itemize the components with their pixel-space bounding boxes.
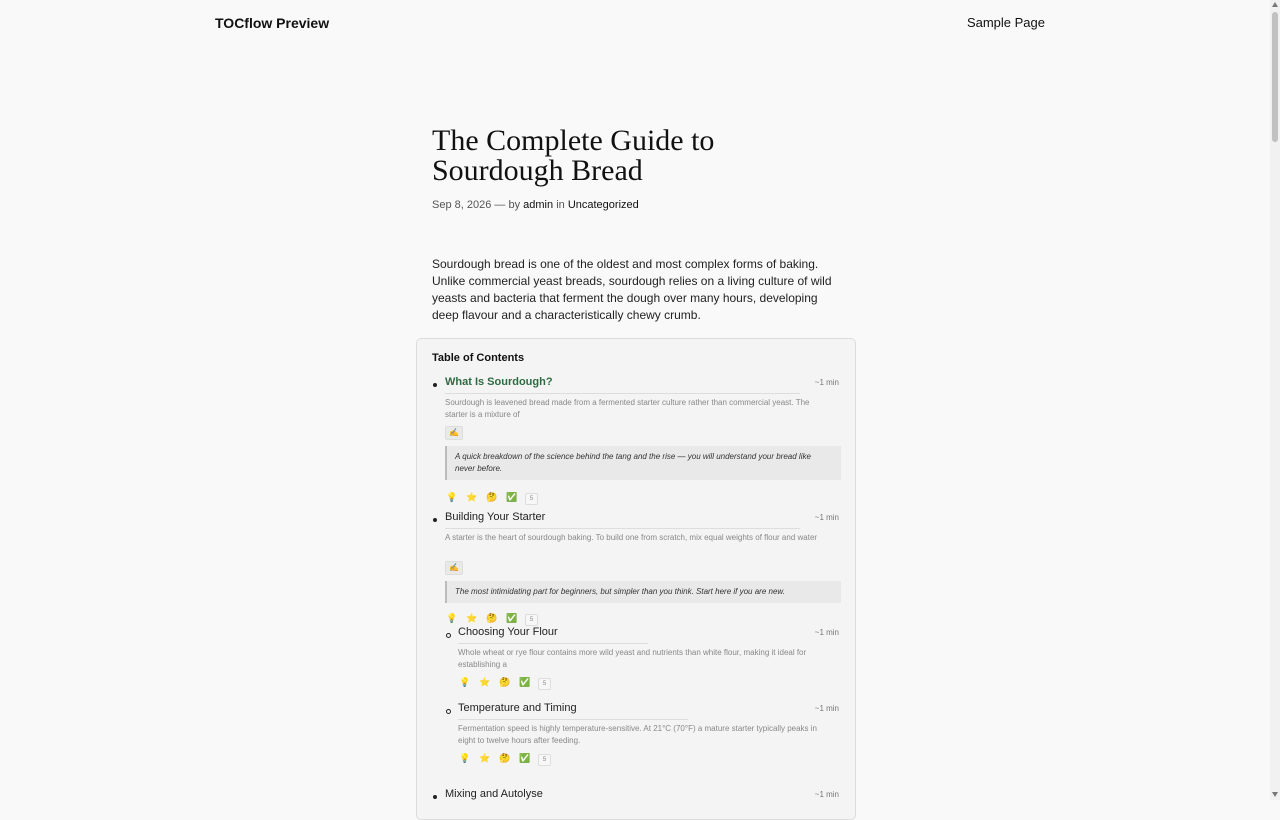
- post-date: Sep 8, 2026: [432, 199, 492, 211]
- meta-by: by: [508, 199, 521, 211]
- reading-progress-line: [445, 528, 800, 529]
- check-icon[interactable]: ✅: [506, 492, 518, 502]
- reading-progress-line: [445, 393, 800, 394]
- category-link[interactable]: Uncategorized: [567, 199, 639, 211]
- scroll-down-arrow-icon[interactable]: [1272, 792, 1278, 797]
- toc-link-mixing-and-autolyse[interactable]: Mixing and Autolyse: [445, 788, 543, 800]
- reaction-count: 5: [538, 754, 551, 766]
- section-excerpt: Fermentation speed is highly temperature-sensitive. At 21°C (70°F) a mature starter typically peaks in eight to twelve hours after feeding.: [458, 724, 817, 745]
- thinking-face-icon[interactable]: 🤔: [486, 492, 498, 502]
- toc-link-temperature-and-timing[interactable]: Temperature and Timing: [458, 702, 577, 714]
- reading-progress-line: [458, 643, 648, 644]
- star-icon[interactable]: ⭐: [466, 613, 478, 623]
- bullet: [433, 383, 437, 387]
- read-time: ~1 min: [814, 378, 839, 387]
- reaction-count: 5: [525, 614, 538, 626]
- reaction-count: 5: [525, 493, 538, 505]
- post-meta: [432, 199, 639, 211]
- bullet: [446, 709, 451, 714]
- toc-link-building-your-starter[interactable]: Building Your Starter: [445, 511, 546, 523]
- lightbulb-icon[interactable]: 💡: [459, 753, 471, 763]
- check-icon[interactable]: ✅: [519, 677, 531, 687]
- intro-paragraph: Sourdough bread is one of the oldest and most complex forms of baking. Unlike commercial yeast breads, sourdough relies on a living culture of wild yeasts and bacteria that ferment the dough over many hours, developing deep flavour and a characteristically chewy crumb.: [432, 257, 832, 322]
- scrollbar[interactable]: [1270, 0, 1280, 800]
- reaction-count: 5: [538, 678, 551, 690]
- reaction-bar: [445, 487, 538, 502]
- reading-progress-line: [458, 719, 688, 720]
- read-time: ~1 min: [814, 628, 839, 637]
- pencil-icon[interactable]: ✍: [445, 426, 463, 440]
- reaction-bar: [458, 672, 551, 687]
- site-header: [0, 0, 1270, 48]
- bullet: [433, 795, 437, 799]
- thinking-face-icon[interactable]: 🤔: [486, 613, 498, 623]
- site-title-link[interactable]: TOCflow Preview: [215, 15, 330, 31]
- scrollbar-thumb[interactable]: [1272, 12, 1278, 142]
- meta-separator: —: [494, 199, 506, 211]
- lightbulb-icon[interactable]: 💡: [446, 492, 458, 502]
- reaction-bar: [445, 608, 538, 623]
- lightbulb-icon[interactable]: 💡: [459, 677, 471, 687]
- toc-heading: Table of Contents: [432, 352, 525, 364]
- pencil-icon[interactable]: ✍: [445, 561, 463, 575]
- scroll-up-arrow-icon[interactable]: [1272, 2, 1278, 7]
- section-excerpt: Sourdough is leavened bread made from a fermented starter culture rather than commercial yeast. The starter is a mixture of: [445, 398, 810, 419]
- reaction-bar: [458, 748, 551, 763]
- section-blurb: The most intimidating part for beginners, but simpler than you think. Start here if you are new.: [445, 581, 841, 603]
- star-icon[interactable]: ⭐: [479, 753, 491, 763]
- star-icon[interactable]: ⭐: [479, 677, 491, 687]
- read-time: ~1 min: [814, 513, 839, 522]
- bullet: [446, 633, 451, 638]
- section-excerpt: Whole wheat or rye flour contains more wild yeast and nutrients than white flour, making it ideal for establishing a: [458, 648, 807, 669]
- check-icon[interactable]: ✅: [506, 613, 518, 623]
- lightbulb-icon[interactable]: 💡: [446, 613, 458, 623]
- section-blurb: A quick breakdown of the science behind the tang and the rise — you will understand your bread like never before.: [445, 446, 841, 480]
- bullet: [433, 518, 437, 522]
- toc-link-what-is-sourdough[interactable]: What Is Sourdough?: [445, 376, 553, 388]
- toc-link-choosing-your-flour[interactable]: Choosing Your Flour: [458, 626, 558, 638]
- meta-in: in: [556, 199, 565, 211]
- read-time: ~1 min: [814, 790, 839, 799]
- star-icon[interactable]: ⭐: [466, 492, 478, 502]
- thinking-face-icon[interactable]: 🤔: [499, 677, 511, 687]
- post-title: The Complete Guide to Sourdough Bread: [432, 124, 715, 187]
- author-link[interactable]: admin: [523, 199, 554, 211]
- nav-link-sample-page[interactable]: Sample Page: [966, 15, 1045, 30]
- table-of-contents: [416, 338, 856, 820]
- section-excerpt: A starter is the heart of sourdough baking. To build one from scratch, mix equal weights of flour and water: [445, 533, 818, 542]
- read-time: ~1 min: [814, 704, 839, 713]
- check-icon[interactable]: ✅: [519, 753, 531, 763]
- thinking-face-icon[interactable]: 🤔: [499, 753, 511, 763]
